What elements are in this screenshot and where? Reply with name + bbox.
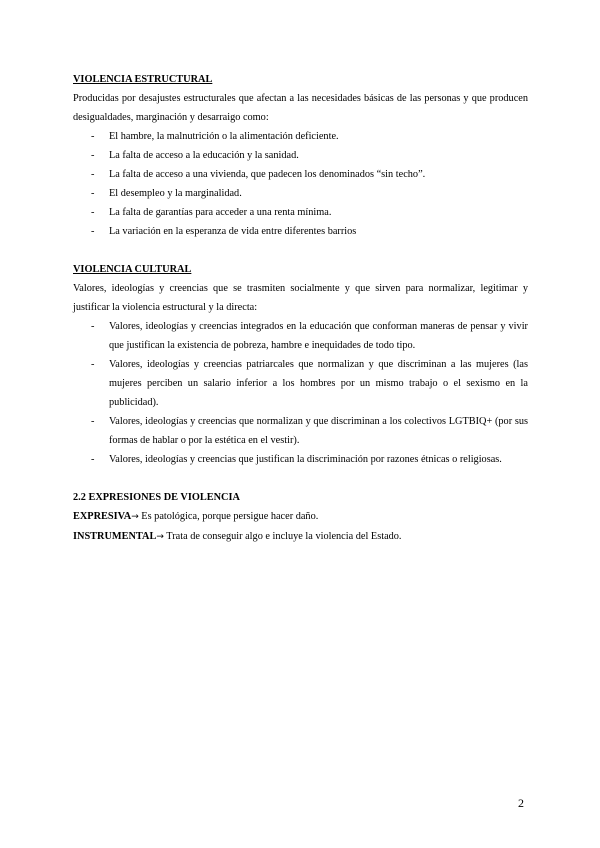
- right-arrow-icon: →: [156, 532, 164, 542]
- structural-list: [73, 127, 528, 241]
- section-heading-cultural: VIOLENCIA CULTURAL: [73, 264, 192, 275]
- list-item: - La variación en la esperanza de vida entre diferentes barrios: [73, 222, 528, 241]
- definition-text: Trata de conseguir algo e incluye la violencia del Estado.: [163, 531, 402, 542]
- definition-expresiva: [73, 507, 528, 527]
- cultural-intro: Valores, ideologías y creencias que se trasmiten socialmente y que sirven para normalizar, legitimar y justificar la violencia estructural y la directa:: [73, 283, 528, 313]
- document-body: [73, 70, 528, 547]
- list-item: - El hambre, la malnutrición o la alimentación deficiente.: [73, 127, 528, 146]
- list-item: - Valores, ideologías y creencias patriarcales que normalizan y que discriminan a las mujeres (las mujeres perciben un salario inferior a los hombres por un mismo trabajo o el sexismo en la publicidad).: [73, 355, 528, 412]
- list-item: - La falta de acceso a una vivienda, que padecen los denominados “sin techo”.: [73, 165, 528, 184]
- right-arrow-icon: →: [131, 512, 139, 522]
- list-item: - Valores, ideologías y creencias que justifican la discriminación por razones étnicas o religiosas.: [73, 450, 528, 469]
- list-item: - La falta de garantías para acceder a una renta mínima.: [73, 203, 528, 222]
- section-cultural-violence: [73, 260, 528, 469]
- section-heading-expressions: 2.2 EXPRESIONES DE VIOLENCIA: [73, 492, 240, 503]
- definition-term: EXPRESIVA: [73, 511, 132, 522]
- list-item: - Valores, ideologías y creencias que normalizan y que discriminan a los colectivos LGTBIQ+ (por sus formas de hablar o por la estética en el vestir).: [73, 412, 528, 450]
- section-heading-structural: VIOLENCIA ESTRUCTURAL: [73, 74, 213, 85]
- definition-instrumental: [73, 527, 528, 547]
- definition-term: INSTRUMENTAL: [73, 531, 157, 542]
- section-spacer: [73, 469, 528, 488]
- page-number: 2: [518, 796, 524, 810]
- definition-text: Es patológica, porque persigue hacer daño.: [138, 511, 319, 522]
- list-item: - El desempleo y la marginalidad.: [73, 184, 528, 203]
- section-spacer: [73, 241, 528, 260]
- section-structural-violence: [73, 70, 528, 241]
- list-item: - La falta de acceso a la educación y la sanidad.: [73, 146, 528, 165]
- cultural-list: [73, 317, 528, 469]
- list-item: - Valores, ideologías y creencias integrados en la educación que conforman maneras de pensar y vivir que justifican la existencia de pobreza, hambre e inequidades de todo tipo.: [73, 317, 528, 355]
- section-violence-expressions: [73, 488, 528, 547]
- structural-intro: Producidas por desajustes estructurales que afectan a las necesidades básicas de las personas y que producen desigualdades, marginación y desarraigo como:: [73, 93, 528, 123]
